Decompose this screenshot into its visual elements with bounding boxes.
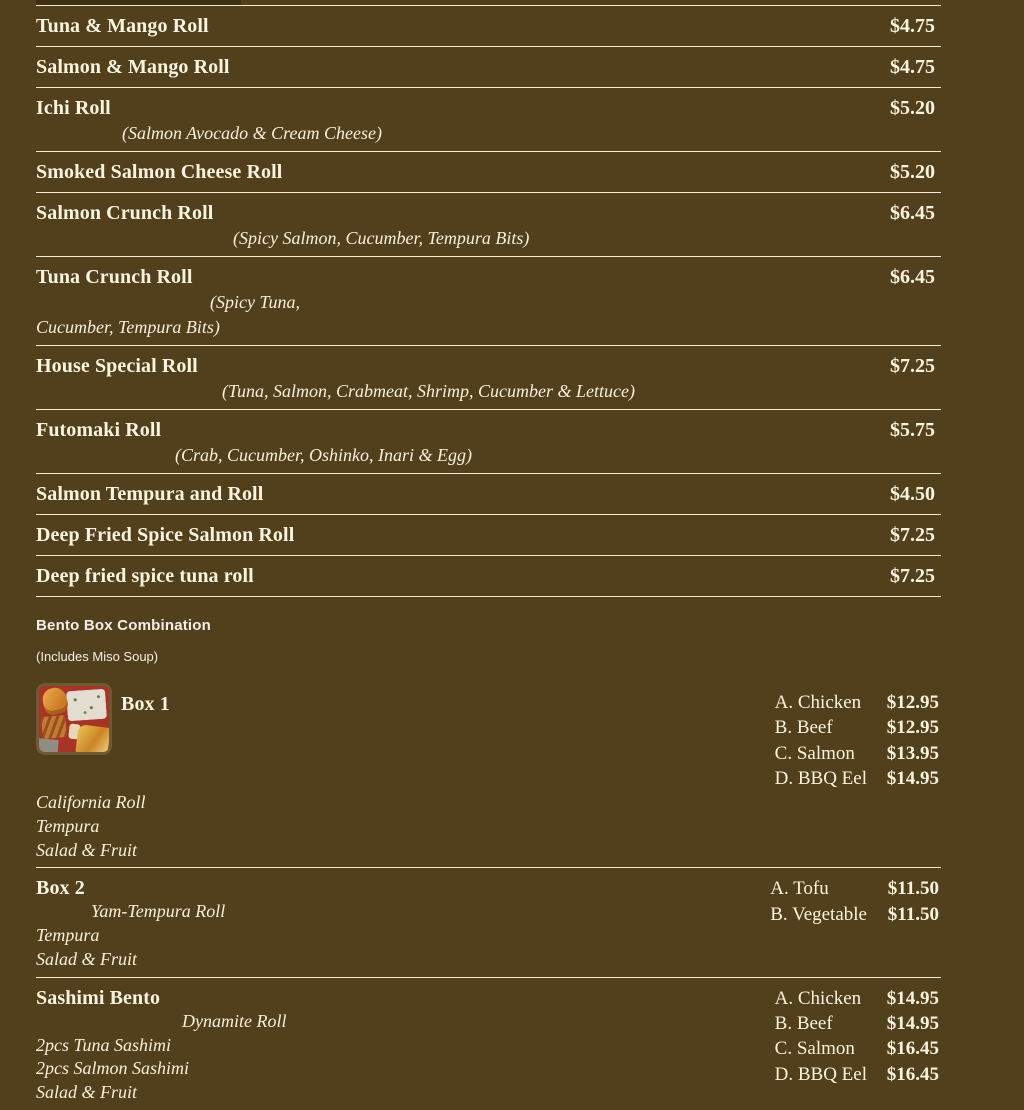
bento-box-section [36, 978, 941, 1110]
menu-item-head [36, 15, 941, 38]
menu-item-price: $4.75 [890, 15, 935, 37]
menu-item-name: House Special Roll [36, 355, 198, 377]
bento-option-label: B. Beef [774, 717, 833, 739]
menu-item-price: $4.50 [890, 483, 935, 505]
menu-item-price: $5.20 [890, 97, 935, 119]
bento-content-line: Salad & Fruit [36, 839, 138, 860]
menu-item-row [36, 193, 941, 257]
bento-content-line: 2pcs Salmon Sashimi [36, 1058, 189, 1079]
bento-content-line: Tempura [36, 925, 100, 946]
bento-option-label: B. Vegetable [770, 903, 867, 925]
bento-option-label: B. Beef [774, 1013, 833, 1035]
menu-item-name: Smoked Salmon Cheese Roll [36, 161, 283, 183]
bento-option-price: $12.95 [886, 692, 939, 713]
bento-box-photo-art [39, 686, 109, 752]
photo-tempura-shrimp [40, 686, 69, 717]
menu-item-name: Futomaki Roll [36, 419, 162, 441]
menu-item-row [36, 6, 941, 47]
menu-item-description-line: (Tuna, Salmon, Crabmeat, Shrimp, Cucumber & Lettuce) [222, 381, 635, 401]
previous-row-cutoff [36, 0, 941, 5]
bento-option-price: $14.95 [886, 1013, 939, 1035]
bento-heading-block [36, 616, 941, 665]
menu-item-descriptions [36, 443, 941, 467]
bento-option-price: $13.95 [886, 742, 939, 764]
photo-teriyaki [41, 715, 67, 739]
menu-item-head [36, 161, 941, 184]
bento-box-title: Sashimi Bento [36, 986, 161, 1009]
photo-tempura [75, 724, 109, 752]
menu-item-row [36, 556, 941, 597]
bento-content-line: 2pcs Tuna Sashimi [36, 1034, 172, 1055]
menu-item-row [36, 152, 941, 193]
bento-option-price: $12.95 [886, 717, 939, 739]
bento-content-line: Tempura [36, 815, 100, 836]
menu-item-price: $7.25 [890, 355, 935, 377]
menu-item-row [36, 88, 941, 152]
menu-item-name: Tuna & Mango Roll [36, 15, 209, 37]
bento-section-heading: Bento Box Combination [36, 617, 212, 634]
menu-item-name: Tuna Crunch Roll [36, 266, 193, 288]
menu-item-head [36, 202, 941, 225]
menu-item-price: $5.20 [890, 161, 935, 183]
bento-option-label: C. Salmon [774, 1038, 855, 1060]
bento-option-price: $14.95 [886, 987, 939, 1009]
bento-includes-note: (Includes Miso Soup) [36, 649, 159, 664]
bento-contents-list [36, 791, 941, 862]
bento-option-label: A. Chicken [774, 987, 862, 1009]
menu-item-name: Salmon Crunch Roll [36, 202, 214, 224]
menu-item-description-line: (Crab, Cucumber, Oshinko, Inari & Egg) [175, 445, 472, 465]
menu-item-head [36, 56, 941, 79]
bento-option-price: $11.50 [887, 903, 939, 925]
menu-item-description-line: Cucumber, Tempura Bits) [36, 317, 220, 337]
menu-content-column [36, 0, 941, 1110]
bento-option-label: A. Chicken [774, 692, 862, 713]
menu-item-row [36, 474, 941, 515]
menu-item-price: $5.75 [890, 419, 935, 441]
menu-item-name: Deep fried spice tuna roll [36, 565, 254, 587]
menu-item-head [36, 355, 941, 378]
menu-item-name: Deep Fried Spice Salmon Roll [36, 524, 295, 546]
bento-box-title: Box 2 [36, 877, 85, 900]
bento-content-line: California Roll [36, 792, 146, 812]
menu-item-head [36, 97, 941, 120]
menu-item-descriptions [36, 290, 941, 339]
menu-item-price: $7.25 [890, 524, 935, 546]
bento-box-section [36, 868, 941, 977]
bento-option-label: D. BBQ Eel [774, 767, 867, 789]
photo-table-edge [39, 738, 59, 752]
menu-item-price: $4.75 [890, 56, 935, 78]
bento-option-price: $16.45 [886, 1063, 939, 1085]
menu-item-head [36, 266, 941, 289]
menu-item-description-line: (Spicy Tuna, [210, 292, 300, 312]
menu-item-row [36, 346, 941, 410]
bento-option-price: $16.45 [886, 1038, 939, 1060]
menu-item-name: Ichi Roll [36, 97, 111, 119]
menu-item-descriptions [36, 379, 941, 403]
bento-content-line: Dynamite Roll [182, 1010, 287, 1031]
menu-item-price: $6.45 [890, 202, 935, 224]
menu-item-row [36, 257, 941, 346]
menu-items-list [36, 5, 941, 597]
bento-box-photo [36, 683, 112, 755]
menu-item-descriptions [36, 121, 941, 145]
menu-item-row [36, 47, 941, 88]
bento-content-line: Salad & Fruit [36, 1082, 138, 1103]
menu-item-price: $6.45 [890, 266, 935, 288]
menu-item-head [36, 419, 941, 442]
menu-item-name: Salmon Tempura and Roll [36, 483, 264, 505]
menu-item-description-line: (Spicy Salmon, Cucumber, Tempura Bits) [233, 228, 530, 248]
menu-item-name: Salmon & Mango Roll [36, 56, 230, 78]
bento-content-line: Yam-Tempura Roll [91, 901, 226, 922]
menu-item-descriptions [36, 226, 941, 250]
menu-item-head [36, 483, 941, 506]
previous-row-remnant [36, 0, 241, 5]
menu-item-head [36, 565, 941, 588]
bento-option-label: D. BBQ Eel [774, 1063, 867, 1085]
bento-boxes-list [36, 675, 941, 1110]
bento-options-grid [775, 986, 939, 1087]
bento-box-section [36, 675, 941, 868]
menu-item-price: $7.25 [890, 565, 935, 587]
bento-options-grid [770, 876, 939, 927]
bento-option-price: $11.50 [887, 878, 939, 900]
photo-rice [66, 689, 107, 721]
menu-item-row [36, 410, 941, 474]
bento-content-line: Salad & Fruit [36, 948, 138, 969]
bento-box-title: Box 1 [121, 693, 170, 715]
menu-item-head [36, 524, 941, 547]
bento-option-price: $14.95 [886, 767, 939, 789]
bento-option-label: A. Tofu [770, 878, 829, 900]
bento-options-grid [775, 690, 939, 791]
menu-item-description-line: (Salmon Avocado & Cream Cheese) [122, 123, 382, 143]
menu-item-row [36, 515, 941, 556]
bento-option-label: C. Salmon [774, 742, 855, 764]
